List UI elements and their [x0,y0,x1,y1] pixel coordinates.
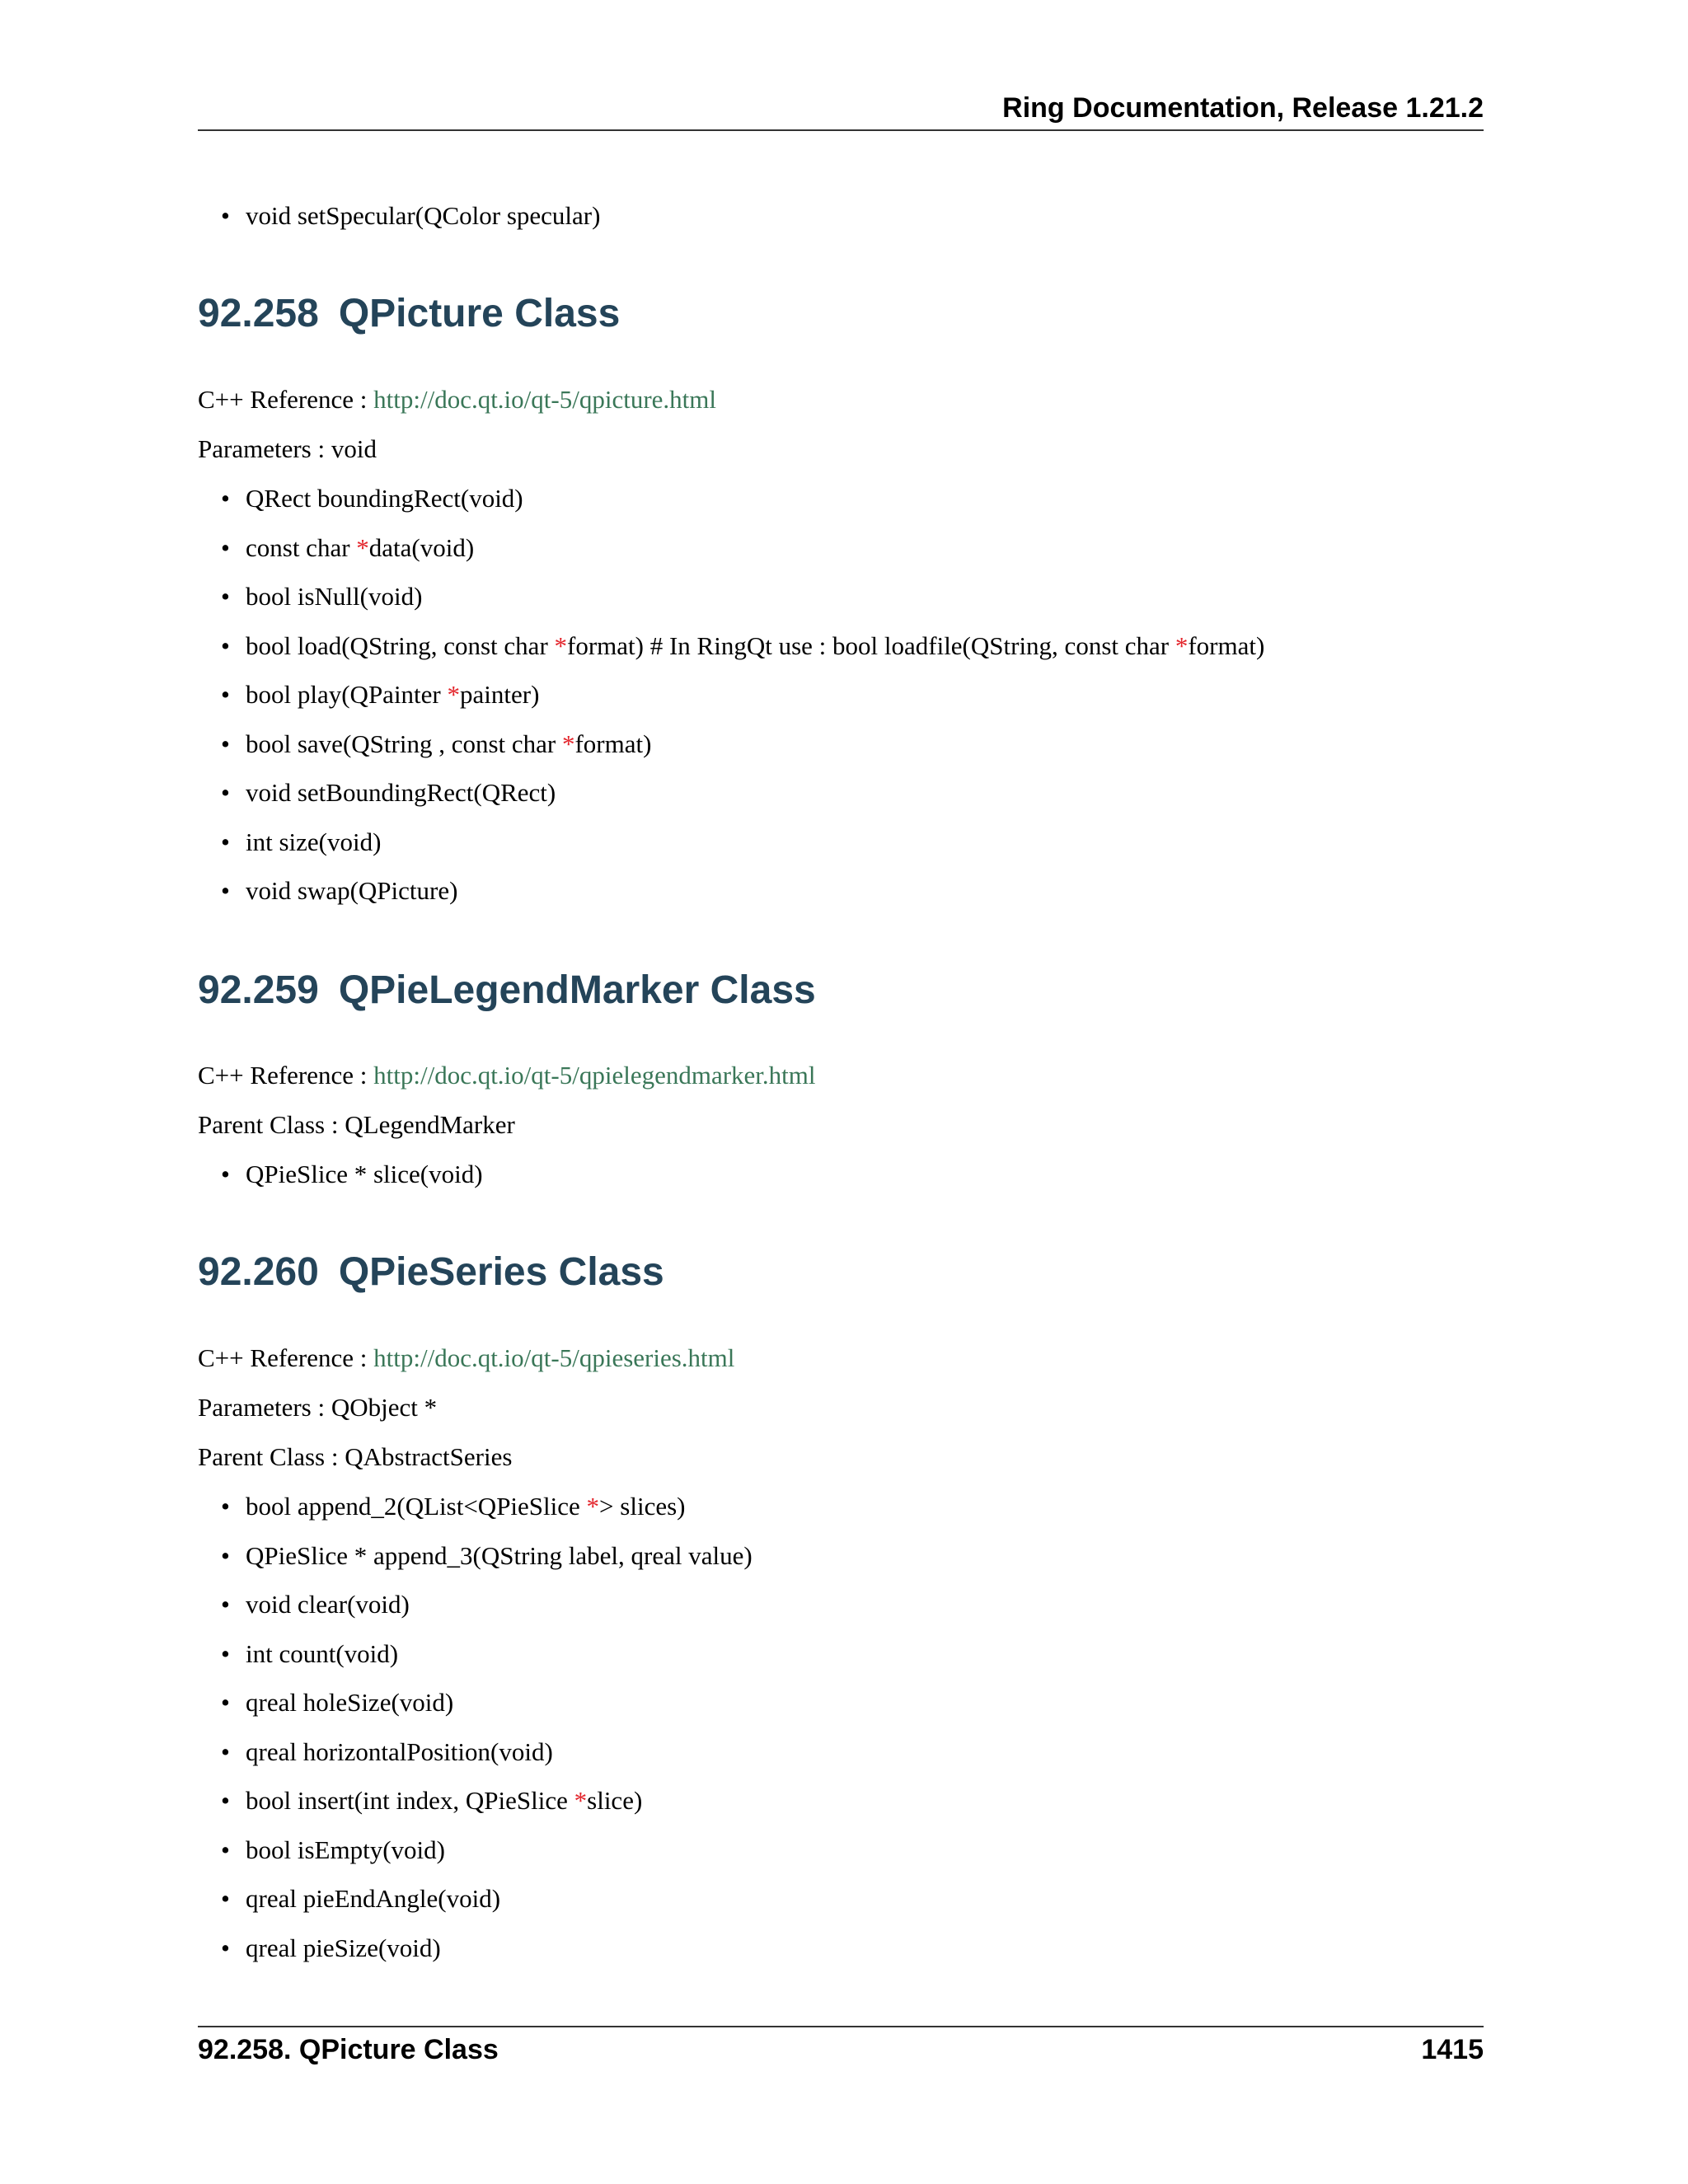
reference-label: C++ Reference : [198,1343,368,1372]
bullet-icon: • [221,582,230,611]
bullet-icon: • [221,484,230,513]
section-heading [198,968,1484,1013]
parameters-label: Parameters : [198,1393,326,1422]
cpp-reference-line [198,383,1484,416]
method-text: QPieSlice * append_3(QString label, qreal value) [246,1540,753,1570]
bullet-icon: • [221,827,230,856]
section-title: QPieLegendMarker Class [338,968,816,1012]
section-qpicture [198,291,1484,336]
method-item [221,1490,1484,1523]
method-text: qreal pieSize(void) [246,1933,441,1962]
bullet-icon: • [221,1540,230,1570]
running-footer [198,2034,1484,2066]
pointer-asterisk: * [1175,630,1189,660]
bullet-icon: • [221,1160,230,1188]
bullet-icon: • [221,1590,230,1619]
bullet-icon: • [221,1736,230,1766]
reference-label: C++ Reference : [198,385,368,414]
pointer-asterisk: * [586,1492,600,1521]
section-qpieseries-body [198,1342,1484,1980]
reference-link[interactable]: http://doc.qt.io/qt-5/qpielegendmarker.html [373,1061,816,1090]
method-text: int count(void) [246,1638,399,1668]
section-number: 92.260 [198,1250,319,1294]
method-text: void setSpecular(QColor specular) [246,201,601,230]
method-text: void clear(void) [246,1590,410,1619]
method-item [221,1932,1484,1965]
method-text: bool insert(int index, QPieSlice [246,1786,574,1815]
method-item [221,199,1484,232]
page-number: 1415 [1421,2034,1484,2065]
parent-value: QLegendMarker [345,1110,515,1139]
bullet-icon: • [221,1638,230,1668]
intro-method-list [198,199,1484,232]
section-qpicture-body [198,383,1484,924]
method-text: format) # In RingQt use : bool loadfile(QString, const char [567,630,1175,660]
method-item [221,580,1484,613]
method-text: void swap(QPicture) [246,876,458,905]
method-text: painter) [460,680,540,709]
parameters-value: void [331,434,377,463]
method-item [221,1638,1484,1671]
bullet-icon: • [221,778,230,807]
pointer-asterisk: * [561,729,575,758]
method-text: bool load(QString, const char [246,630,555,660]
method-text: QRect boundingRect(void) [246,484,523,513]
method-text: qreal pieEndAngle(void) [246,1884,501,1913]
method-text: QPieSlice * slice(void) [246,1160,483,1188]
method-text: qreal holeSize(void) [246,1688,454,1717]
footer-section-title: 92.258. QPicture Class [198,2034,499,2065]
method-item [221,776,1484,809]
section-number: 92.259 [198,968,319,1012]
bullet-icon: • [221,1884,230,1913]
parameters-line [198,433,1484,466]
bullet-icon: • [221,1688,230,1717]
parent-label: Parent Class : [198,1110,339,1139]
parameters-label: Parameters : [198,434,326,463]
bullet-icon: • [221,1933,230,1962]
method-item [221,728,1484,761]
method-list [198,1158,1484,1191]
method-text: data(void) [368,532,475,562]
bullet-icon: • [221,630,230,660]
section-title: QPieSeries Class [338,1250,664,1294]
parent-value: QAbstractSeries [345,1442,513,1471]
method-text: qreal horizontalPosition(void) [246,1736,553,1766]
method-text: bool isEmpty(void) [246,1835,445,1864]
method-item [221,1588,1484,1621]
method-text: bool append_2(QList<QPieSlice [246,1492,587,1521]
section-heading [198,1249,1484,1295]
method-text: bool play(QPainter [246,680,448,709]
pointer-asterisk: * [574,1786,588,1815]
method-item [221,532,1484,565]
bullet-icon: • [221,680,230,709]
method-item [221,1736,1484,1769]
cpp-reference-line [198,1059,1484,1092]
method-item [221,1540,1484,1572]
method-item [221,874,1484,907]
method-list [198,482,1484,907]
method-item [221,630,1484,663]
section-qpielegendmarker [198,968,1484,1013]
bullet-icon: • [221,729,230,758]
pointer-asterisk: * [356,532,369,562]
bullet-icon: • [221,876,230,905]
running-header: Ring Documentation, Release 1.21.2 [1002,92,1484,124]
method-text: format) [574,729,652,758]
method-text: bool save(QString , const char [246,729,562,758]
method-text: > slices) [599,1492,686,1521]
method-item [221,826,1484,859]
section-number: 92.258 [198,292,319,335]
reference-label: C++ Reference : [198,1061,368,1090]
method-item [221,1882,1484,1915]
parameters-line [198,1391,1484,1424]
bullet-icon: • [221,532,230,562]
reference-link[interactable]: http://doc.qt.io/qt-5/qpieseries.html [373,1343,735,1372]
method-text: int size(void) [246,827,382,856]
method-item [221,1784,1484,1817]
section-heading [198,291,1484,336]
method-item [221,482,1484,515]
method-item [221,1834,1484,1867]
cpp-reference-line [198,1342,1484,1375]
method-list [198,1490,1484,1965]
reference-link[interactable]: http://doc.qt.io/qt-5/qpicture.html [373,385,716,414]
parent-label: Parent Class : [198,1442,339,1471]
pointer-asterisk: * [447,680,461,709]
intro-list-block [198,199,1484,249]
method-item [221,1686,1484,1719]
section-qpieseries [198,1249,1484,1295]
footer-divider [198,2026,1484,2027]
parent-class-line [198,1108,1484,1141]
bullet-icon: • [221,201,230,230]
parameters-value: QObject * [331,1393,438,1422]
method-text: bool isNull(void) [246,582,423,611]
section-title: QPicture Class [338,292,621,335]
method-text: format) [1188,630,1265,660]
method-item [221,1158,1484,1191]
header-divider [198,129,1484,131]
pointer-asterisk: * [554,630,568,660]
method-text: slice) [587,1786,643,1815]
method-item [221,678,1484,711]
section-qpielegendmarker-body [198,1059,1484,1207]
parent-class-line [198,1441,1484,1474]
bullet-icon: • [221,1786,230,1815]
method-text: void setBoundingRect(QRect) [246,778,556,807]
bullet-icon: • [221,1835,230,1864]
bullet-icon: • [221,1492,230,1521]
method-text: const char [246,532,357,562]
